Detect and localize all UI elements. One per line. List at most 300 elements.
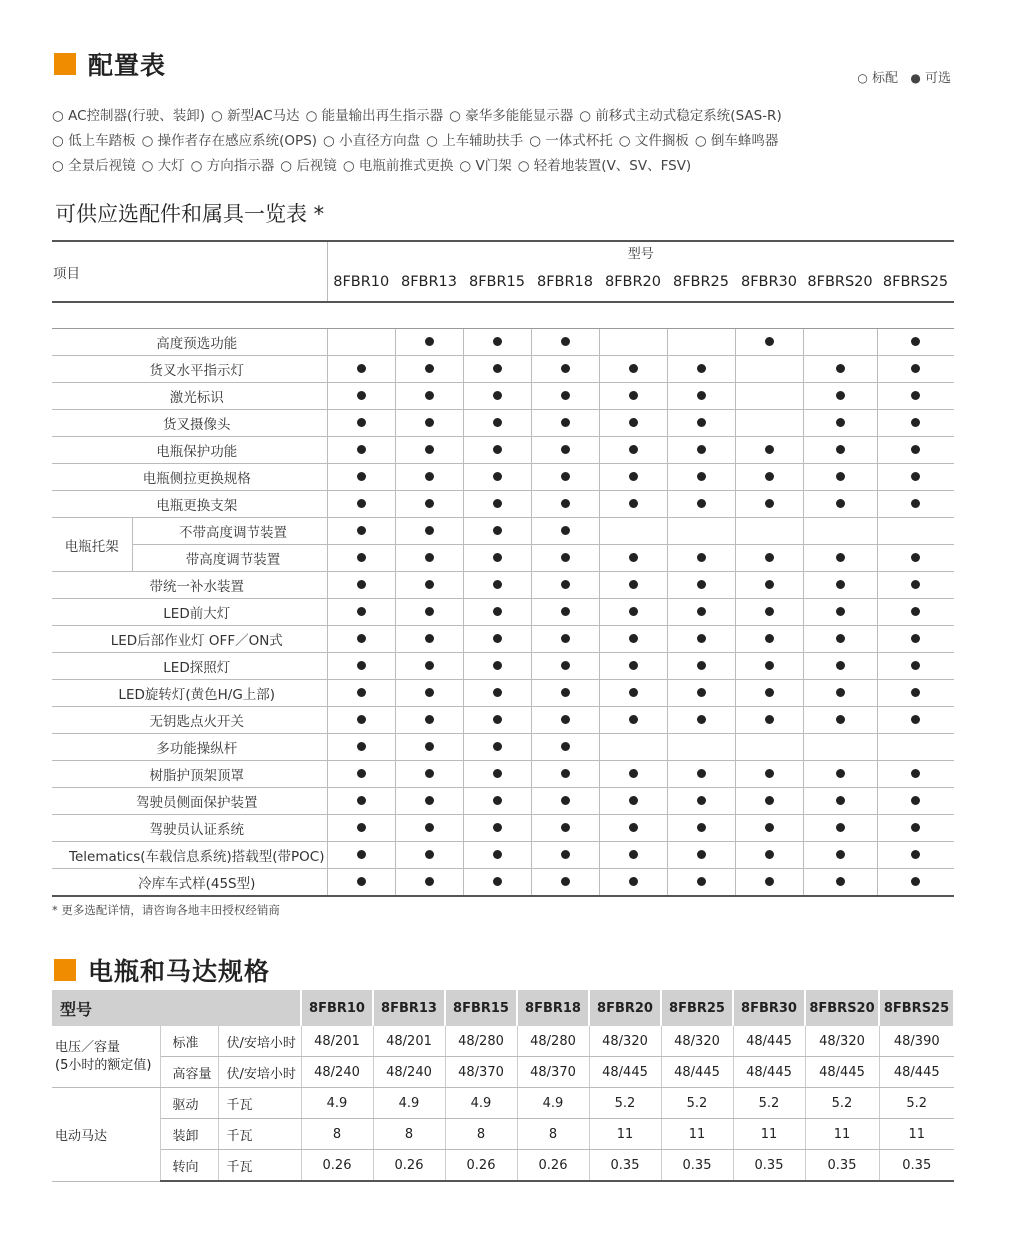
- option-cell: [463, 788, 531, 815]
- standard-feature-label: 一体式杯托: [545, 133, 613, 149]
- optional-dot-icon: [357, 553, 366, 562]
- option-cell: [667, 788, 735, 815]
- option-cell: [599, 410, 667, 437]
- option-cell: [877, 356, 954, 383]
- optional-dot-icon: [629, 445, 638, 454]
- optional-dot-icon: [561, 742, 570, 751]
- optional-dot-icon: [911, 391, 920, 400]
- optional-dot-icon: [561, 337, 570, 346]
- option-cell: [463, 383, 531, 410]
- standard-circle-icon: ○: [141, 133, 158, 149]
- row-group-label: 电瓶托架: [52, 518, 132, 572]
- table-row: [52, 626, 954, 653]
- option-cell: [877, 707, 954, 734]
- option-cell: [327, 491, 395, 518]
- standard-circle-icon: ○: [579, 108, 596, 124]
- standard-features-line: [52, 104, 972, 129]
- option-cell: [599, 572, 667, 599]
- row-label: LED旋转灯(黄色H/G上部): [52, 680, 327, 707]
- spec-model-col-header: 8FBR25: [661, 990, 733, 1026]
- option-cell: [395, 869, 463, 897]
- spec-model-col-header: 8FBRS25: [879, 990, 954, 1026]
- standard-feature-label: 轻着地装置(V、SV、FSV): [533, 158, 692, 174]
- standard-feature-item: [52, 108, 205, 124]
- spec-value-cell: 48/240: [373, 1057, 445, 1088]
- optional-dot-icon: [911, 715, 920, 724]
- option-cell: [803, 518, 877, 545]
- option-cell: [599, 680, 667, 707]
- option-cell: [803, 491, 877, 518]
- optional-dot-icon: [629, 499, 638, 508]
- option-cell: [599, 518, 667, 545]
- optional-dot-icon: [493, 634, 502, 643]
- standard-circle-icon: ○: [280, 158, 297, 174]
- optional-dot-icon: [765, 877, 774, 886]
- optional-dot-icon: [836, 877, 845, 886]
- option-cell: [877, 572, 954, 599]
- spec-value-cell: 8: [517, 1119, 589, 1150]
- spec-value-cell: 0.35: [733, 1150, 805, 1182]
- standard-features-line: [52, 129, 972, 154]
- option-cell: [877, 464, 954, 491]
- optional-dot-icon: [561, 877, 570, 886]
- option-cell: [327, 815, 395, 842]
- orange-square-icon: [54, 959, 76, 981]
- optional-dot-icon: [697, 769, 706, 778]
- optional-dot-icon: [629, 634, 638, 643]
- option-cell: [735, 761, 803, 788]
- spec-sub-label: 高容量: [160, 1057, 218, 1088]
- optional-dot-icon: [425, 850, 434, 859]
- spec-value-cell: 5.2: [879, 1088, 954, 1119]
- option-cell: [531, 653, 599, 680]
- standard-feature-label: 操作者存在感应系统(OPS): [157, 133, 318, 149]
- option-cell: [735, 383, 803, 410]
- standard-feature-item: [529, 133, 613, 149]
- option-cell: [395, 734, 463, 761]
- row-label: 电瓶保护功能: [52, 437, 327, 464]
- optional-dot-icon: [357, 499, 366, 508]
- optional-dot-icon: [493, 823, 502, 832]
- optional-dot-icon: [493, 688, 502, 697]
- motor-group-label: 电动马达: [52, 1088, 160, 1182]
- optional-dot-icon: [357, 715, 366, 724]
- standard-circle-icon: ○: [449, 108, 466, 124]
- option-cell: [463, 329, 531, 356]
- standard-feature-item: [426, 133, 523, 149]
- optional-dot-icon: [357, 823, 366, 832]
- spec-sub-label: 转向: [160, 1150, 218, 1182]
- option-cell: [531, 761, 599, 788]
- optional-dot-icon: [425, 796, 434, 805]
- spec-value-cell: 0.35: [879, 1150, 954, 1182]
- option-cell: [803, 410, 877, 437]
- spec-value-cell: 0.26: [445, 1150, 517, 1182]
- option-cell: [599, 545, 667, 572]
- spec-value-cell: 48/445: [661, 1057, 733, 1088]
- optional-dot-icon: [629, 715, 638, 724]
- standard-feature-item: [323, 133, 420, 149]
- standard-feature-item: [619, 133, 689, 149]
- spec-value-cell: 0.26: [373, 1150, 445, 1182]
- standard-feature-label: V门架: [475, 158, 512, 174]
- optional-dot-icon: [357, 634, 366, 643]
- optional-dot-icon: [911, 877, 920, 886]
- option-cell: [463, 626, 531, 653]
- option-cell: [531, 734, 599, 761]
- optional-dot-icon: [425, 823, 434, 832]
- standard-feature-label: 豪华多能能显示器: [465, 108, 574, 124]
- optional-dot-icon: [493, 391, 502, 400]
- option-cell: [803, 329, 877, 356]
- table-row: [52, 437, 954, 464]
- optional-dot-icon: [765, 580, 774, 589]
- optional-dot-icon: [697, 661, 706, 670]
- option-cell: [531, 626, 599, 653]
- option-cell: [735, 815, 803, 842]
- optional-dot-icon: [561, 823, 570, 832]
- option-cell: [463, 761, 531, 788]
- standard-feature-label: 后视镜: [296, 158, 337, 174]
- standard-circle-icon: ○: [517, 158, 534, 174]
- standard-feature-item: [695, 133, 779, 149]
- option-cell: [877, 761, 954, 788]
- optional-dot-icon: [836, 823, 845, 832]
- optional-dot-icon: [629, 580, 638, 589]
- optional-dot-icon: [561, 769, 570, 778]
- option-cell: [877, 788, 954, 815]
- standard-feature-item: [142, 158, 185, 174]
- spec-model-col-header: 8FBRS20: [805, 990, 879, 1026]
- spec-sub-label: 装卸: [160, 1119, 218, 1150]
- model-col-header: 8FBR25: [667, 262, 735, 302]
- option-cell: [463, 734, 531, 761]
- optional-dot-icon: [425, 472, 434, 481]
- optional-dot-icon: [561, 661, 570, 670]
- optional-dot-icon: [765, 715, 774, 724]
- option-cell: [395, 464, 463, 491]
- optional-dot-icon: [765, 472, 774, 481]
- option-cell: [395, 788, 463, 815]
- option-cell: [803, 572, 877, 599]
- standard-circle-icon: ○: [305, 108, 322, 124]
- optional-dot-icon: [357, 688, 366, 697]
- optional-dot-icon: [357, 742, 366, 751]
- footnote: * 更多选配详情，请咨询各地丰田授权经销商: [52, 903, 280, 917]
- option-cell: [327, 734, 395, 761]
- option-cell: [395, 707, 463, 734]
- standard-circle-icon: ○: [141, 158, 158, 174]
- option-cell: [531, 788, 599, 815]
- optional-dot-icon: [765, 553, 774, 562]
- option-cell: [803, 653, 877, 680]
- option-cell: [531, 464, 599, 491]
- optional-dot-icon: [836, 607, 845, 616]
- standard-features-list: [52, 104, 972, 179]
- table-row: [52, 842, 954, 869]
- optional-dot-icon: [561, 796, 570, 805]
- option-cell: [599, 626, 667, 653]
- optional-dot-icon: [697, 472, 706, 481]
- standard-features-line: [52, 154, 972, 179]
- optional-dot-icon: [425, 877, 434, 886]
- option-cell: [395, 383, 463, 410]
- option-cell: [803, 761, 877, 788]
- optional-dot-icon: [911, 499, 920, 508]
- option-cell: [463, 653, 531, 680]
- standard-feature-label: 前移式主动式稳定系统(SAS-R): [595, 108, 782, 124]
- optional-dot-icon: [911, 472, 920, 481]
- option-cell: [395, 545, 463, 572]
- option-cell: [667, 599, 735, 626]
- spec-unit-label: 千瓦: [218, 1150, 301, 1182]
- option-cell: [735, 734, 803, 761]
- spec-sub-label: 标准: [160, 1026, 218, 1057]
- option-cell: [735, 842, 803, 869]
- optional-dot-icon: [765, 796, 774, 805]
- option-cell: [599, 383, 667, 410]
- optional-dot-icon: [697, 580, 706, 589]
- optional-dot-icon: [911, 769, 920, 778]
- model-col-header: 8FBRS20: [803, 262, 877, 302]
- option-cell: [667, 356, 735, 383]
- spec-value-cell: 8: [373, 1119, 445, 1150]
- optional-dot-icon: [911, 688, 920, 697]
- row-label: 多功能操纵杆: [52, 734, 327, 761]
- spec-value-cell: 4.9: [517, 1088, 589, 1119]
- section-config-title: 配置表: [54, 46, 166, 82]
- option-cell: [463, 707, 531, 734]
- option-cell: [803, 707, 877, 734]
- option-cell: [877, 410, 954, 437]
- spec-unit-label: 千瓦: [218, 1119, 301, 1150]
- spec-value-cell: 5.2: [805, 1088, 879, 1119]
- optional-dot-icon: [357, 526, 366, 535]
- optional-dot-icon: [561, 445, 570, 454]
- standard-feature-item: [343, 158, 454, 174]
- optional-dot-icon: [765, 823, 774, 832]
- optional-dot-icon: [493, 769, 502, 778]
- spec-row: [52, 1026, 954, 1057]
- standard-circle-icon: ○: [342, 158, 359, 174]
- option-cell: [667, 464, 735, 491]
- spec-unit-label: 千瓦: [218, 1088, 301, 1119]
- table-row: [52, 653, 954, 680]
- optional-dot-icon: [357, 661, 366, 670]
- standard-circle-icon: ○: [323, 133, 340, 149]
- optional-dot-icon: [836, 364, 845, 373]
- table-row: [52, 599, 954, 626]
- standard-feature-item: [459, 158, 511, 174]
- spec-value-cell: 48/445: [733, 1057, 805, 1088]
- optional-dot-icon: [629, 418, 638, 427]
- optional-dot-icon: [425, 445, 434, 454]
- standard-feature-item: [579, 108, 782, 124]
- option-cell: [803, 464, 877, 491]
- option-cell: [877, 680, 954, 707]
- option-cell: [877, 329, 954, 356]
- optional-dot-icon: [765, 661, 774, 670]
- standard-circle-icon: ○: [459, 158, 476, 174]
- spec-model-header: 型号: [52, 990, 301, 1026]
- optional-dot-icon: [836, 769, 845, 778]
- optional-dot-icon: [911, 418, 920, 427]
- standard-feature-label: 能量输出再生指示器: [321, 108, 444, 124]
- optional-dot-icon: [425, 769, 434, 778]
- row-label: 树脂护顶架顶罩: [52, 761, 327, 788]
- option-cell: [327, 869, 395, 897]
- optional-dot-icon: [425, 661, 434, 670]
- spec-value-cell: 48/280: [517, 1026, 589, 1057]
- option-cell: [531, 356, 599, 383]
- spec-value-cell: 4.9: [373, 1088, 445, 1119]
- optional-dot-icon: [836, 418, 845, 427]
- optional-dot-icon: [493, 553, 502, 562]
- option-cell: [803, 383, 877, 410]
- optional-dot-icon: [425, 634, 434, 643]
- standard-feature-label: 电瓶前推式更换: [358, 158, 454, 174]
- spec-value-cell: 48/370: [445, 1057, 517, 1088]
- standard-circle-icon: ○: [426, 133, 443, 149]
- row-label: 电瓶更换支架: [52, 491, 327, 518]
- option-cell: [599, 437, 667, 464]
- spec-value-cell: 48/280: [445, 1026, 517, 1057]
- standard-circle-icon: ○: [52, 158, 69, 174]
- option-cell: [463, 518, 531, 545]
- option-cell: [667, 761, 735, 788]
- optional-dot-icon: [836, 472, 845, 481]
- option-cell: [327, 410, 395, 437]
- option-cell: [803, 815, 877, 842]
- option-cell: [877, 815, 954, 842]
- optional-dot-icon: [561, 715, 570, 724]
- table-row: [52, 707, 954, 734]
- row-label: 带高度调节装置: [132, 545, 327, 572]
- spec-value-cell: 4.9: [301, 1088, 373, 1119]
- optional-dot-icon: [697, 688, 706, 697]
- table-row: [52, 761, 954, 788]
- optional-dot-icon: [697, 823, 706, 832]
- optional-dot-icon: [425, 337, 434, 346]
- spec-value-cell: 48/370: [517, 1057, 589, 1088]
- option-cell: [877, 626, 954, 653]
- voltage-group-label: [52, 1026, 160, 1088]
- optional-dot-icon: [697, 499, 706, 508]
- optional-dot-icon: [911, 796, 920, 805]
- optional-dot-icon: [911, 661, 920, 670]
- row-label: 驾驶员侧面保护装置: [52, 788, 327, 815]
- option-cell: [877, 869, 954, 897]
- spec-model-col-header: 8FBR18: [517, 990, 589, 1026]
- optional-dot-icon: [629, 472, 638, 481]
- option-cell: [667, 815, 735, 842]
- spec-value-cell: 11: [589, 1119, 661, 1150]
- option-cell: [463, 491, 531, 518]
- table-row: [52, 329, 954, 356]
- option-cell: [803, 734, 877, 761]
- spec-model-col-header: 8FBR20: [589, 990, 661, 1026]
- optional-dot-icon: [561, 634, 570, 643]
- option-cell: [327, 680, 395, 707]
- option-cell: [327, 626, 395, 653]
- optional-dot-icon: [561, 391, 570, 400]
- option-cell: [327, 518, 395, 545]
- standard-feature-label: 低上车踏板: [68, 133, 136, 149]
- option-cell: [735, 437, 803, 464]
- optional-dot-icon: [493, 472, 502, 481]
- row-label: LED前大灯: [52, 599, 327, 626]
- standard-label: 标配: [871, 71, 898, 86]
- option-cell: [395, 761, 463, 788]
- option-cell: [735, 518, 803, 545]
- option-cell: [531, 869, 599, 897]
- option-cell: [463, 572, 531, 599]
- optional-dot-icon: [561, 418, 570, 427]
- option-cell: [463, 464, 531, 491]
- option-cell: [667, 545, 735, 572]
- option-cell: [803, 599, 877, 626]
- optional-dot-icon: [697, 364, 706, 373]
- optional-dot-icon: [765, 445, 774, 454]
- option-cell: [531, 545, 599, 572]
- optional-dot-icon: [697, 418, 706, 427]
- option-cell: [395, 518, 463, 545]
- optional-dot-icon: [629, 661, 638, 670]
- spec-value-cell: 48/201: [301, 1026, 373, 1057]
- optional-dot-icon: [561, 364, 570, 373]
- standard-feature-item: [142, 133, 317, 149]
- standard-feature-label: 上车辅助扶手: [442, 133, 524, 149]
- standard-feature-item: [211, 108, 300, 124]
- option-cell: [667, 518, 735, 545]
- table-row: [52, 815, 954, 842]
- spec-value-cell: 48/320: [589, 1026, 661, 1057]
- spec-value-cell: 0.26: [517, 1150, 589, 1182]
- spec-value-cell: 8: [301, 1119, 373, 1150]
- row-label: LED探照灯: [52, 653, 327, 680]
- row-label: 带统一补水装置: [52, 572, 327, 599]
- model-col-header: 8FBR10: [327, 262, 395, 302]
- option-cell: [463, 410, 531, 437]
- option-cell: [531, 707, 599, 734]
- option-cell: [803, 842, 877, 869]
- optional-dot-icon: [911, 823, 920, 832]
- spec-value-cell: 0.35: [661, 1150, 733, 1182]
- option-cell: [463, 842, 531, 869]
- spec-unit-label: 伏/安培小时: [218, 1057, 301, 1088]
- item-header: 项目: [52, 241, 327, 302]
- optional-symbol: ●: [910, 71, 921, 85]
- standard-circle-icon: ○: [190, 158, 207, 174]
- optional-dot-icon: [561, 526, 570, 535]
- row-label: 电瓶侧拉更换规格: [52, 464, 327, 491]
- optional-dot-icon: [561, 688, 570, 697]
- optional-dot-icon: [357, 445, 366, 454]
- optional-dot-icon: [425, 607, 434, 616]
- optional-dot-icon: [765, 499, 774, 508]
- spec-value-cell: 8: [445, 1119, 517, 1150]
- optional-dot-icon: [357, 769, 366, 778]
- option-cell: [877, 599, 954, 626]
- optional-dot-icon: [425, 580, 434, 589]
- spec-value-cell: 5.2: [733, 1088, 805, 1119]
- option-cell: [531, 599, 599, 626]
- optional-dot-icon: [836, 661, 845, 670]
- option-cell: [877, 842, 954, 869]
- optional-dot-icon: [425, 688, 434, 697]
- option-cell: [395, 491, 463, 518]
- spec-value-cell: 11: [733, 1119, 805, 1150]
